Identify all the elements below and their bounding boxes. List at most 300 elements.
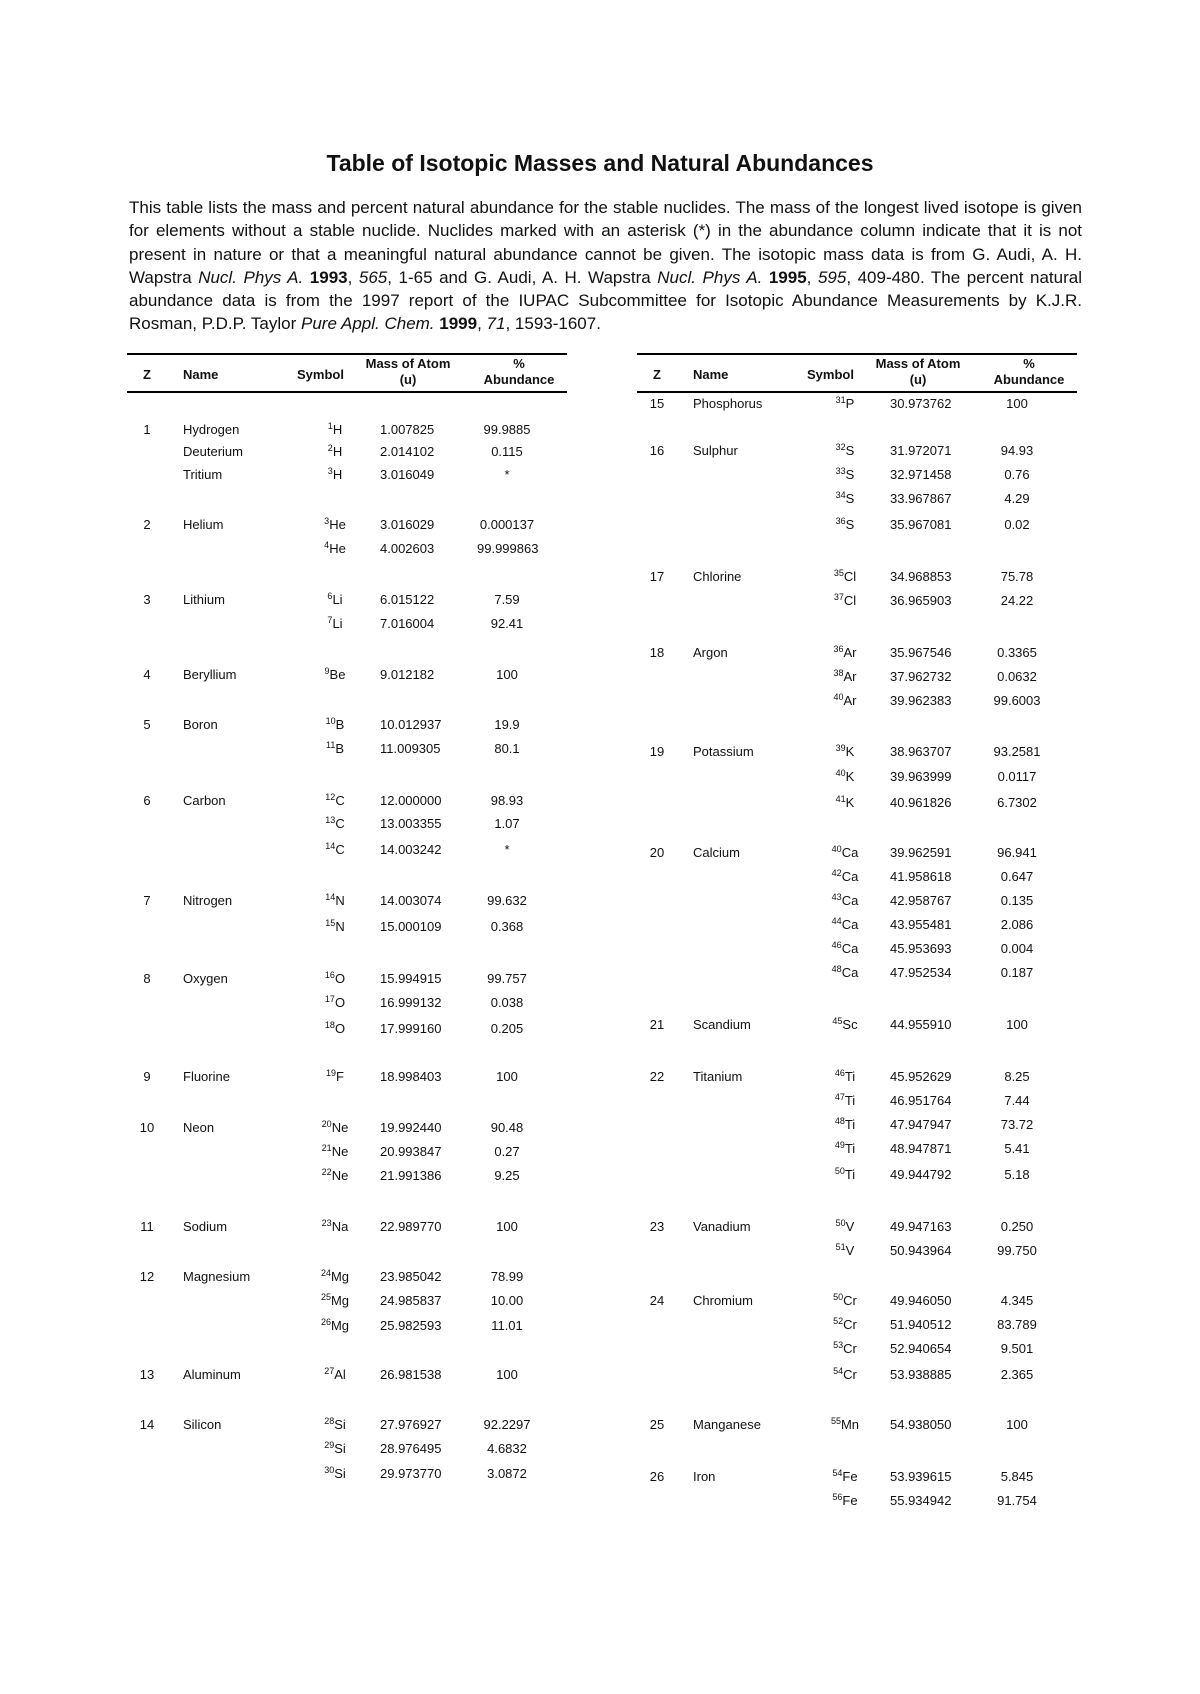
mass-number: 14 bbox=[325, 892, 336, 902]
atomic-mass: 19.992440 bbox=[380, 1120, 442, 1135]
atomic-mass: 13.003355 bbox=[380, 816, 442, 831]
isotope-symbol bbox=[299, 1290, 371, 1312]
mass-number: 40 bbox=[835, 768, 846, 778]
atomic-mass: 47.947947 bbox=[890, 1117, 952, 1132]
element-symbol: H bbox=[332, 467, 343, 482]
mass-number: 4 bbox=[324, 540, 330, 550]
isotope-symbol bbox=[809, 1290, 881, 1312]
atomic-mass: 39.962591 bbox=[890, 845, 952, 860]
mass-number: 28 bbox=[324, 1416, 335, 1426]
atomic-mass: 39.962383 bbox=[890, 693, 952, 708]
table-row bbox=[127, 714, 567, 736]
atomic-mass: 1.007825 bbox=[380, 422, 435, 437]
element-symbol: S bbox=[845, 491, 855, 506]
atomic-mass: 44.955910 bbox=[890, 1017, 952, 1032]
atomic-number: 12 bbox=[139, 1269, 155, 1284]
element-symbol: Si bbox=[334, 1441, 346, 1456]
element-symbol: Fe bbox=[842, 1493, 858, 1508]
element-symbol: Mg bbox=[330, 1293, 350, 1308]
mass-number: 17 bbox=[324, 994, 335, 1004]
table-row bbox=[637, 1490, 1077, 1512]
isotope-symbol bbox=[809, 1138, 881, 1160]
element-symbol: Ti bbox=[844, 1069, 856, 1084]
isotope-symbol bbox=[299, 1266, 371, 1288]
table-row bbox=[637, 1338, 1077, 1360]
mass-number: 19 bbox=[326, 1068, 337, 1078]
mass-number: 14 bbox=[325, 841, 336, 851]
isotope-symbol bbox=[299, 514, 371, 536]
table-row bbox=[127, 1463, 567, 1485]
isotope-symbol bbox=[809, 792, 881, 814]
element-symbol: K bbox=[845, 744, 855, 759]
natural-abundance: 78.99 bbox=[490, 1269, 524, 1284]
element-symbol: S bbox=[845, 443, 855, 458]
atomic-number: 6 bbox=[143, 793, 151, 808]
header-mass: Mass of Atom (u) bbox=[875, 356, 961, 387]
mass-number: 3 bbox=[327, 466, 333, 476]
table-row bbox=[637, 393, 1077, 415]
atomic-mass: 51.940512 bbox=[890, 1317, 952, 1332]
atomic-number: 20 bbox=[649, 845, 665, 860]
isotope-symbol bbox=[809, 642, 881, 664]
table-row bbox=[637, 938, 1077, 960]
isotope-symbol bbox=[809, 914, 881, 936]
element-symbol: P bbox=[845, 396, 855, 411]
element-symbol: C bbox=[335, 842, 345, 857]
isotope-symbol bbox=[299, 790, 371, 812]
element-name: Magnesium bbox=[183, 1269, 251, 1284]
element-symbol: Ti bbox=[844, 1117, 856, 1132]
isotope-symbol bbox=[299, 1438, 371, 1460]
atomic-mass: 41.958618 bbox=[890, 869, 952, 884]
element-symbol: C bbox=[335, 793, 345, 808]
header-z: Z bbox=[143, 367, 151, 382]
element-symbol: Ar bbox=[843, 693, 857, 708]
element-name: Helium bbox=[183, 517, 224, 532]
element-name: Iron bbox=[693, 1469, 716, 1484]
atomic-number: 11 bbox=[140, 1219, 154, 1234]
mass-number: 36 bbox=[833, 644, 844, 654]
table-row bbox=[127, 1315, 567, 1337]
atomic-number: 18 bbox=[649, 645, 665, 660]
atomic-mass: 14.003074 bbox=[380, 893, 442, 908]
element-symbol: C bbox=[335, 816, 345, 831]
element-name: Titanium bbox=[693, 1069, 743, 1084]
natural-abundance: 80.1 bbox=[494, 741, 520, 756]
element-symbol: Ca bbox=[841, 869, 859, 884]
isotope-symbol bbox=[299, 968, 371, 990]
atomic-mass: 21.991386 bbox=[380, 1168, 442, 1183]
table-row bbox=[127, 589, 567, 611]
mass-number: 55 bbox=[830, 1416, 841, 1426]
isotope-symbol bbox=[809, 690, 881, 712]
element-symbol: Si bbox=[334, 1466, 346, 1481]
element-name: Calcium bbox=[693, 845, 740, 860]
element-symbol: S bbox=[845, 517, 855, 532]
isotope-symbol bbox=[299, 1414, 371, 1436]
atomic-mass: 22.989770 bbox=[380, 1219, 442, 1234]
element-symbol: Cr bbox=[843, 1293, 857, 1308]
mass-number: 50 bbox=[834, 1166, 845, 1176]
mass-number: 23 bbox=[321, 1218, 332, 1228]
table-row bbox=[127, 968, 567, 990]
element-name: Chromium bbox=[693, 1293, 753, 1308]
atomic-mass: 15.994915 bbox=[380, 971, 442, 986]
mass-number: 32 bbox=[835, 442, 846, 452]
natural-abundance: 0.27 bbox=[494, 1144, 520, 1159]
isotope-symbol bbox=[299, 419, 371, 441]
isotope-symbol bbox=[809, 842, 881, 864]
header-abundance: % Abundance bbox=[993, 356, 1065, 387]
table-row bbox=[637, 566, 1077, 588]
table-row bbox=[637, 514, 1077, 536]
atomic-mass: 49.947163 bbox=[890, 1219, 952, 1234]
natural-abundance: 99.6003 bbox=[993, 693, 1041, 708]
natural-abundance: 4.6832 bbox=[487, 1441, 527, 1456]
isotope-symbol bbox=[299, 1463, 371, 1485]
element-symbol: He bbox=[329, 517, 346, 532]
isotope-symbol bbox=[809, 488, 881, 510]
mass-number: 29 bbox=[324, 1440, 335, 1450]
mass-number: 18 bbox=[324, 1020, 335, 1030]
element-symbol: V bbox=[845, 1243, 855, 1258]
atomic-number: 2 bbox=[143, 517, 151, 532]
element-symbol: Sc bbox=[842, 1017, 858, 1032]
table-row bbox=[637, 690, 1077, 712]
table-row bbox=[127, 890, 567, 912]
isotope-symbol bbox=[809, 1066, 881, 1088]
mass-number: 45 bbox=[832, 1016, 843, 1026]
isotope-symbol bbox=[299, 1141, 371, 1163]
table-row bbox=[127, 1018, 567, 1040]
table-row bbox=[637, 741, 1077, 763]
element-symbol: H bbox=[332, 444, 343, 459]
isotope-symbol bbox=[299, 916, 371, 938]
element-symbol: Ca bbox=[841, 941, 859, 956]
element-symbol: N bbox=[335, 893, 345, 908]
atomic-mass: 45.952629 bbox=[890, 1069, 952, 1084]
natural-abundance: 0.038 bbox=[490, 995, 524, 1010]
atomic-mass: 47.952534 bbox=[890, 965, 952, 980]
atomic-mass: 20.993847 bbox=[380, 1144, 442, 1159]
table-row bbox=[637, 488, 1077, 510]
element-symbol: Mn bbox=[840, 1417, 860, 1432]
element-symbol: Ti bbox=[844, 1093, 856, 1108]
element-name: Boron bbox=[183, 717, 218, 732]
table-row bbox=[127, 790, 567, 812]
element-symbol: Ti bbox=[844, 1167, 856, 1182]
atomic-mass: 33.967867 bbox=[890, 491, 952, 506]
element-symbol: Cr bbox=[843, 1317, 857, 1332]
natural-abundance: 0.647 bbox=[1000, 869, 1034, 884]
table-row bbox=[637, 590, 1077, 612]
natural-abundance: 5.18 bbox=[1004, 1167, 1030, 1182]
natural-abundance: 94.93 bbox=[1000, 443, 1034, 458]
table-row bbox=[127, 1364, 567, 1386]
mass-number: 50 bbox=[833, 1292, 844, 1302]
atomic-mass: 45.953693 bbox=[890, 941, 952, 956]
atomic-mass: 55.934942 bbox=[890, 1493, 952, 1508]
atomic-mass: 52.940654 bbox=[890, 1341, 952, 1356]
atomic-mass: 3.016029 bbox=[380, 517, 435, 532]
atomic-mass: 48.947871 bbox=[890, 1141, 952, 1156]
element-symbol: Be bbox=[329, 667, 346, 682]
natural-abundance: 100 bbox=[496, 667, 518, 682]
natural-abundance: 93.2581 bbox=[993, 744, 1041, 759]
atomic-mass: 36.965903 bbox=[890, 593, 952, 608]
element-name: Aluminum bbox=[183, 1367, 241, 1382]
element-name: Potassium bbox=[693, 744, 754, 759]
atomic-number: 21 bbox=[649, 1017, 665, 1032]
atomic-mass: 9.012182 bbox=[380, 667, 435, 682]
mass-number: 10 bbox=[325, 716, 336, 726]
table-row bbox=[637, 1164, 1077, 1186]
atomic-mass: 38.963707 bbox=[890, 744, 952, 759]
element-symbol: He bbox=[329, 541, 346, 556]
atomic-mass: 50.943964 bbox=[890, 1243, 952, 1258]
isotope-symbol bbox=[809, 1090, 881, 1112]
atomic-mass: 53.938885 bbox=[890, 1367, 952, 1382]
mass-number: 46 bbox=[834, 1068, 845, 1078]
atomic-number: 14 bbox=[139, 1417, 155, 1432]
element-symbol: F bbox=[336, 1069, 344, 1084]
natural-abundance: 3.0872 bbox=[487, 1466, 527, 1481]
journal-volume: 595 bbox=[817, 267, 847, 287]
header-mass: Mass of Atom (u) bbox=[365, 356, 451, 387]
natural-abundance: 99.632 bbox=[487, 893, 527, 908]
natural-abundance: 2.365 bbox=[1000, 1367, 1034, 1382]
table-row bbox=[127, 1438, 567, 1460]
natural-abundance: 92.41 bbox=[490, 616, 524, 631]
mass-number: 12 bbox=[325, 792, 336, 802]
element-symbol: O bbox=[334, 971, 346, 986]
isotope-symbol bbox=[299, 441, 371, 463]
element-symbol: H bbox=[332, 422, 343, 437]
table-row bbox=[127, 1165, 567, 1187]
atomic-mass: 7.016004 bbox=[380, 616, 435, 631]
element-symbol: Ne bbox=[331, 1120, 349, 1135]
atomic-mass: 15.000109 bbox=[380, 919, 442, 934]
atomic-mass: 17.999160 bbox=[380, 1021, 442, 1036]
table-row bbox=[637, 1414, 1077, 1436]
element-symbol: Si bbox=[334, 1417, 346, 1432]
element-symbol: Ar bbox=[843, 645, 857, 660]
atomic-mass: 18.998403 bbox=[380, 1069, 442, 1084]
atomic-number: 9 bbox=[143, 1069, 151, 1084]
isotope-symbol bbox=[299, 664, 371, 686]
journal-name: Nucl. Phys A. bbox=[657, 267, 763, 287]
natural-abundance: 0.0117 bbox=[997, 769, 1037, 784]
isotope-symbol bbox=[809, 1114, 881, 1136]
element-name: Oxygen bbox=[183, 971, 228, 986]
element-symbol: Mg bbox=[330, 1269, 350, 1284]
journal-year: 1999 bbox=[439, 314, 478, 334]
isotope-symbol bbox=[299, 1216, 371, 1238]
isotope-symbol bbox=[809, 962, 881, 984]
atomic-mass: 14.003242 bbox=[380, 842, 442, 857]
mass-number: 51 bbox=[835, 1242, 846, 1252]
mass-number: 31 bbox=[835, 395, 846, 405]
journal-name: Nucl. Phys A. bbox=[198, 267, 304, 287]
isotope-symbol bbox=[809, 890, 881, 912]
natural-abundance: 1.07 bbox=[494, 816, 520, 831]
atomic-number: 24 bbox=[649, 1293, 665, 1308]
atomic-mass: 27.976927 bbox=[380, 1417, 442, 1432]
natural-abundance: 99.750 bbox=[997, 1243, 1037, 1258]
element-symbol: Ca bbox=[841, 845, 859, 860]
atomic-mass: 28.976495 bbox=[380, 1441, 442, 1456]
natural-abundance: 9.25 bbox=[494, 1168, 520, 1183]
isotope-symbol bbox=[809, 514, 881, 536]
mass-number: 21 bbox=[321, 1143, 332, 1153]
isotope-symbol bbox=[809, 866, 881, 888]
table-row bbox=[637, 666, 1077, 688]
mass-number: 44 bbox=[831, 916, 842, 926]
element-symbol: K bbox=[845, 769, 855, 784]
mass-number: 26 bbox=[320, 1317, 331, 1327]
table-header bbox=[637, 353, 1077, 393]
element-symbol: S bbox=[845, 467, 855, 482]
atomic-mass: 53.939615 bbox=[890, 1469, 952, 1484]
mass-number: 35 bbox=[833, 568, 844, 578]
mass-number: 54 bbox=[833, 1366, 844, 1376]
element-symbol: O bbox=[334, 1021, 346, 1036]
natural-abundance: 10.00 bbox=[490, 1293, 524, 1308]
natural-abundance: 0.3365 bbox=[997, 645, 1037, 660]
table-row bbox=[127, 839, 567, 861]
element-symbol: Li bbox=[332, 592, 343, 607]
element-symbol: B bbox=[335, 741, 344, 756]
table-row bbox=[637, 842, 1077, 864]
table-row bbox=[637, 1138, 1077, 1160]
mass-number: 39 bbox=[835, 743, 846, 753]
mass-number: 36 bbox=[835, 516, 846, 526]
element-name: Sulphur bbox=[693, 443, 738, 458]
element-symbol: Fe bbox=[842, 1469, 858, 1484]
header-z: Z bbox=[653, 367, 661, 382]
isotope-symbol bbox=[299, 1018, 371, 1040]
table-row bbox=[127, 1141, 567, 1163]
atomic-number: 17 bbox=[649, 569, 665, 584]
mass-number: 38 bbox=[833, 668, 844, 678]
mass-number: 50 bbox=[835, 1218, 846, 1228]
natural-abundance: 2.086 bbox=[1000, 917, 1034, 932]
table-row bbox=[127, 613, 567, 635]
atomic-mass: 24.985837 bbox=[380, 1293, 442, 1308]
atomic-mass: 23.985042 bbox=[380, 1269, 442, 1284]
isotope-symbol bbox=[809, 766, 881, 788]
atomic-mass: 39.963999 bbox=[890, 769, 952, 784]
atomic-mass: 49.944792 bbox=[890, 1167, 952, 1182]
mass-number: 24 bbox=[320, 1268, 331, 1278]
isotope-symbol bbox=[809, 1364, 881, 1386]
atomic-mass: 49.946050 bbox=[890, 1293, 952, 1308]
natural-abundance: 90.48 bbox=[490, 1120, 524, 1135]
mass-number: 1 bbox=[327, 421, 333, 431]
mass-number: 56 bbox=[832, 1492, 843, 1502]
element-name: Manganese bbox=[693, 1417, 761, 1432]
natural-abundance: 0.368 bbox=[490, 919, 524, 934]
natural-abundance: 100 bbox=[1006, 1017, 1028, 1032]
element-symbol: O bbox=[334, 995, 346, 1010]
journal-year: 1995 bbox=[768, 267, 807, 287]
page-title: Table of Isotopic Masses and Natural Abundances bbox=[326, 150, 874, 176]
natural-abundance: 100 bbox=[496, 1069, 518, 1084]
element-name: Sodium bbox=[183, 1219, 228, 1234]
intro-text: , 1-65 and G. Audi, A. H. Wapstra bbox=[387, 267, 658, 287]
intro-text: , 409-480. The percent natural abundance data is from the 1997 report of the IUPAC Subcommittee for Isotopic Abundance Measurements by K.J.R. Rosman, P.D.P. Taylor bbox=[129, 267, 1082, 334]
natural-abundance: 0.000137 bbox=[479, 517, 535, 532]
isotope-symbol bbox=[299, 1315, 371, 1337]
mass-number: 3 bbox=[324, 516, 330, 526]
isotope-table-left bbox=[127, 353, 567, 1481]
table-row bbox=[637, 1290, 1077, 1312]
natural-abundance: 4.345 bbox=[1000, 1293, 1034, 1308]
header-symbol: Symbol bbox=[297, 367, 344, 382]
journal-name: Pure Appl. Chem. bbox=[300, 314, 435, 334]
natural-abundance: 83.789 bbox=[997, 1317, 1037, 1332]
natural-abundance: 100 bbox=[496, 1367, 518, 1382]
atomic-number: 15 bbox=[649, 396, 665, 411]
table-row bbox=[127, 538, 567, 560]
isotope-symbol bbox=[299, 613, 371, 635]
isotope-symbol bbox=[299, 992, 371, 1014]
natural-abundance: 91.754 bbox=[997, 1493, 1037, 1508]
table-row bbox=[127, 813, 567, 835]
element-symbol: Na bbox=[331, 1219, 349, 1234]
element-symbol: Mg bbox=[330, 1318, 350, 1333]
atomic-number: 10 bbox=[139, 1120, 155, 1135]
isotope-symbol bbox=[299, 589, 371, 611]
mass-number: 52 bbox=[833, 1316, 844, 1326]
natural-abundance: 5.845 bbox=[1000, 1469, 1034, 1484]
table-row bbox=[127, 514, 567, 536]
mass-number: 16 bbox=[324, 970, 335, 980]
atomic-mass: 10.012937 bbox=[380, 717, 442, 732]
isotope-symbol bbox=[299, 1117, 371, 1139]
element-name: Phosphorus bbox=[693, 396, 763, 411]
atomic-number: 19 bbox=[649, 744, 665, 759]
atomic-mass: 25.982593 bbox=[380, 1318, 442, 1333]
natural-abundance: 5.41 bbox=[1004, 1141, 1030, 1156]
natural-abundance: 92.2297 bbox=[483, 1417, 531, 1432]
table-row bbox=[637, 1466, 1077, 1488]
natural-abundance: 7.59 bbox=[494, 592, 520, 607]
isotope-symbol bbox=[809, 1216, 881, 1238]
element-name: Vanadium bbox=[693, 1219, 751, 1234]
mass-number: 41 bbox=[835, 794, 846, 804]
natural-abundance: 24.22 bbox=[1000, 593, 1034, 608]
mass-number: 33 bbox=[835, 466, 846, 476]
atomic-mass: 46.951764 bbox=[890, 1093, 952, 1108]
mass-number: 34 bbox=[835, 490, 846, 500]
table-row bbox=[637, 440, 1077, 462]
atomic-number: 16 bbox=[649, 443, 665, 458]
mass-number: 40 bbox=[831, 844, 842, 854]
table-row bbox=[637, 766, 1077, 788]
header-abundance: % Abundance bbox=[483, 356, 555, 387]
table-row bbox=[637, 962, 1077, 984]
natural-abundance: 100 bbox=[496, 1219, 518, 1234]
atomic-mass: 6.015122 bbox=[380, 592, 435, 607]
natural-abundance: 9.501 bbox=[1000, 1341, 1034, 1356]
isotope-symbol bbox=[299, 738, 371, 760]
table-row bbox=[127, 664, 567, 686]
table-row bbox=[637, 1066, 1077, 1088]
isotope-symbol bbox=[809, 1338, 881, 1360]
atomic-mass: 42.958767 bbox=[890, 893, 952, 908]
isotope-symbol bbox=[299, 464, 371, 486]
